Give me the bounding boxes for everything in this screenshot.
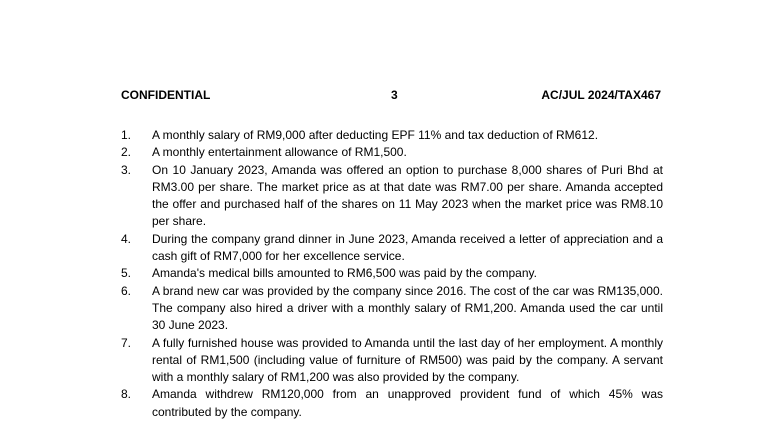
item-text: Amanda's medical bills amounted to RM6,500 was paid by the company. [152, 266, 537, 281]
item-text: A monthly salary of RM9,000 after deducting EPF 11% and tax deduction of RM612. [152, 128, 599, 142]
list-item [121, 231, 663, 266]
document-code: AC/JUL 2024/TAX467 [541, 88, 661, 102]
item-text: During the company grand dinner in June 2023, Amanda received a letter of appreciation and a cash gift of RM7,000 for her excellence service. [152, 231, 663, 264]
item-number: 4. [121, 231, 132, 246]
list-item [121, 127, 663, 144]
item-text: A fully furnished house was provided to Amanda until the last day of her employment. A monthly rental of RM1,500 (including value of furniture of RM500) was paid by the company. A servant with a monthly salary of RM1,200 was also provided by the company. [152, 335, 663, 385]
item-text: On 10 January 2023, Amanda was offered an option to purchase 8,000 shares of Puri Bhd at RM3.00 per share. The market price as at that date was RM7.00 per share. Amanda accepted the offer and purchased half of the shares on 11 May 2023 when the market price was RM8.10 per share. [152, 162, 663, 229]
item-text: Amanda withdrew RM120,000 from an unapproved provident fund of which 45% was contributed by the company. [152, 387, 663, 419]
item-number: 3. [121, 162, 132, 177]
item-number: 7. [121, 335, 132, 350]
list-item [121, 335, 663, 387]
list-item [121, 283, 663, 335]
item-number: 1. [121, 128, 132, 142]
item-number: 8. [121, 387, 132, 402]
page-number: 3 [391, 88, 398, 102]
item-number: 6. [121, 283, 132, 298]
list-item [121, 144, 663, 161]
confidential-label: CONFIDENTIAL [121, 88, 211, 102]
numbered-list [121, 127, 663, 421]
page-header [121, 87, 661, 103]
list-item [121, 162, 663, 231]
item-number: 5. [121, 266, 132, 281]
item-text: A monthly entertainment allowance of RM1,500. [152, 145, 407, 160]
item-text: A brand new car was provided by the company since 2016. The cost of the car was RM135,000. The company also hired a driver with a monthly salary of RM1,200. Amanda used the car until 30 June 2023. [152, 283, 663, 333]
list-item [121, 265, 663, 282]
list-item [121, 386, 663, 421]
item-number: 2. [121, 145, 132, 160]
